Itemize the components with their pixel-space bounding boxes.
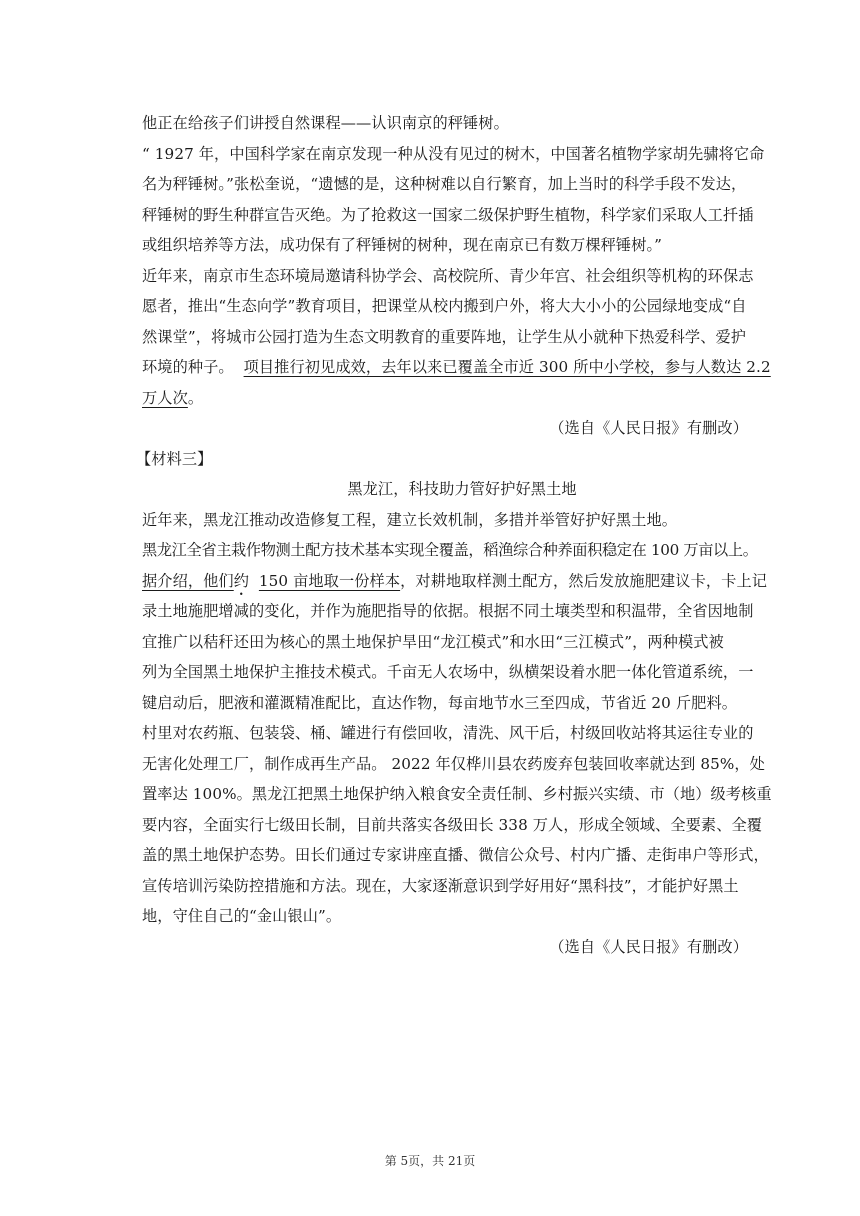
plain-text: 环境的种子。: [142, 358, 244, 376]
paragraph-line: 近年来，南京市生态环境局邀请科协学会、高校院所、青少年宫、社会组织等机构的环保志: [142, 266, 754, 285]
paragraph-line: 置率达 100%。黑龙江把黑土地保护纳入粮食安全责任制、乡村振兴实绩、市（地）级考核重: [142, 785, 772, 803]
paragraph-line: 愿者，推出“生态向学”教育项目，把课堂从校内搬到户外，将大大小小的公园绿地变成“自: [142, 297, 747, 315]
paragraph-line: [142, 383, 762, 414]
paragraph-line: 地，守住自己的“金山银山”。: [142, 907, 342, 925]
plain-text: 。: [187, 388, 204, 407]
paragraph-line: 录土地施肥增减的变化，并作为施肥指导的依据。根据不同土壤类型和积温带，全省因地制: [142, 602, 754, 620]
underlined-text: 150 亩地取一份样本: [258, 571, 401, 590]
paragraph-line: 名为秤锤树。”张松奎说，“遗憾的是，这种树难以自行繁育，加上当时的科学手段不发达，: [142, 175, 747, 193]
paragraph-line: 村里对农药瓶、包装袋、桶、罐进行有偿回收，清洗、风干后，村级回收站将其运往专业的: [142, 724, 754, 742]
paragraph-line: 键启动后，肥液和灌溉精准配比，直达作物，每亩地节水三至四成，节省近 20 斤肥料。: [142, 693, 738, 712]
page-footer: 第 5页，共 21页: [384, 1154, 476, 1168]
paragraph-line: 然课堂”，将城市公园打造为生态文明教育的重要阵地，让学生从小就种下热爱科学、爱护: [142, 327, 747, 346]
source-citation: （选自《人民日报》有删改）: [549, 419, 748, 437]
emphasis-dot-text: 约: [233, 571, 250, 590]
paragraph-line: 或组织培养等方法，成功保有了秤锤树的树种，现在南京已有数万棵秤锤树。”: [142, 236, 663, 254]
paragraph-line: 他正在给孩子们讲授自然课程——认识南京的秤锤树。: [142, 114, 509, 132]
paragraph-line: “ 1927 年，中国科学家在南京发现一种从没有见过的树木，中国著名植物学家胡先骕将它命: [142, 144, 765, 163]
paragraph-line: 要内容，全面实行七级田长制，目前共落实各级田长 338 万人，形成全领域、全要素、全覆: [142, 815, 763, 834]
paragraph-line: [142, 352, 771, 383]
article-title: 黑龙江，科技助力管好护好黑土地: [347, 480, 577, 498]
source-citation: （选自《人民日报》有删改）: [549, 937, 748, 956]
paragraph-line: 盖的黑土地保护态势。田长们通过专家讲座直播、微信公众号、村内广播、走街串户等形式，: [142, 846, 769, 864]
paragraph-line: 近年来，黑龙江推动改造修复工程，建立长效机制，多措并举管好护好黑土地。: [142, 510, 678, 529]
plain-text: ，对耕地取样测土配方，然后发放施肥建议卡，卡上记: [400, 571, 768, 590]
paragraph-line: 列为全国黑土地保护主推技术模式。千亩无人农场中，纵横架设着水肥一体化管道系统，一: [142, 663, 754, 681]
plain-text: [249, 572, 259, 590]
paragraph-line: 秤锤树的野生种群宣告灭绝。为了抢救这一国家二级保护野生植物，科学家们采取人工扦插: [142, 205, 754, 224]
underlined-text: 项目推行初见成效，去年以来已覆盖全市近 300 所中小学校，参与人数达 2.2: [243, 358, 771, 376]
paragraph-line: 无害化处理工厂，制作成再生产品。 2022 年仅桦川县农药废弃包装回收率就达到 85%，处: [142, 754, 765, 773]
paragraph-line: 宣传培训污染防控措施和方法。现在，大家逐渐意识到学好用好“黑科技”，才能护好黑土: [142, 876, 739, 895]
paragraph-line: 宜推广以秸秆还田为核心的黑土地保护旱田“龙江模式”和水田“三江模式”，两种模式被: [142, 632, 724, 651]
paragraph-line: [142, 566, 768, 597]
section-label: 【材料三】: [136, 449, 213, 468]
document-body: [136, 108, 772, 962]
paragraph-line: 黑龙江全省主栽作物测土配方技术基本实现全覆盖，稻渔综合种养面积稳定在 100 万亩以上。: [142, 541, 758, 559]
underlined-text: 据介绍，他们: [142, 571, 234, 590]
underlined-text: 万人次: [142, 388, 188, 407]
